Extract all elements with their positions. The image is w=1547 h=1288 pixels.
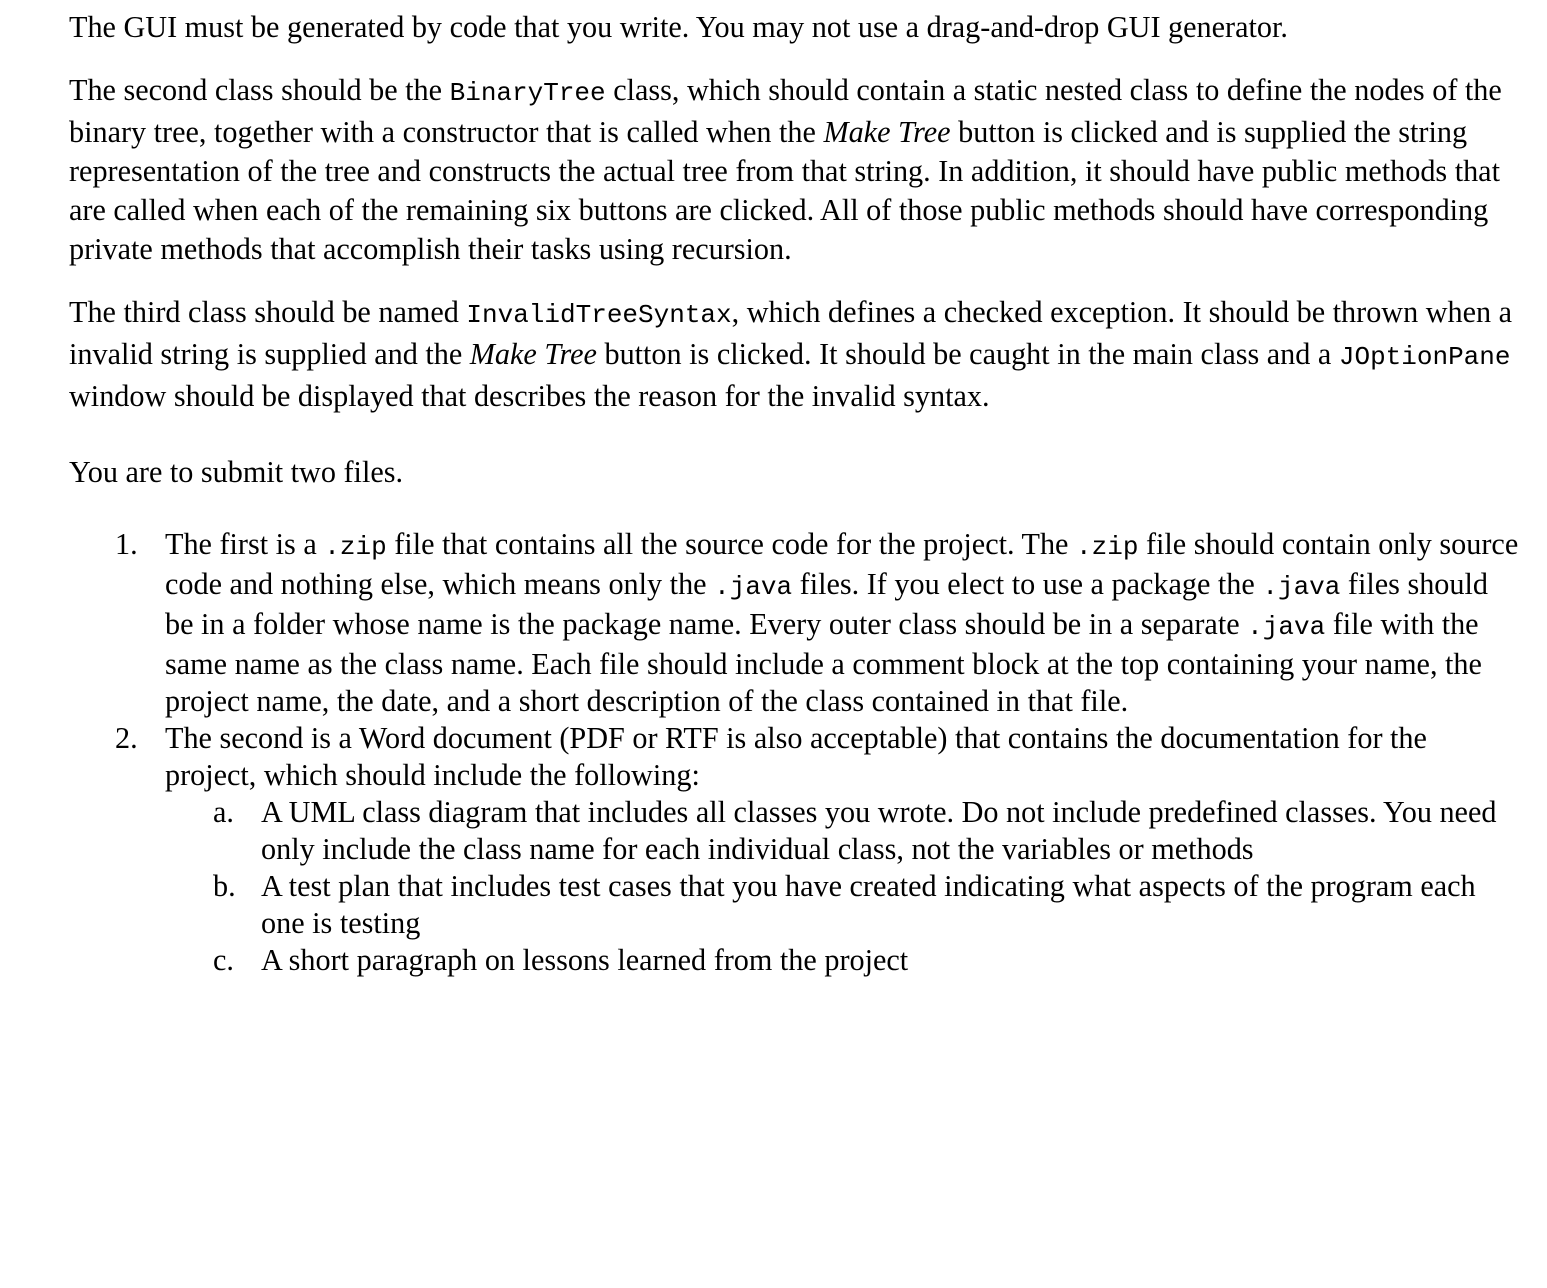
submission-list [69, 526, 1519, 979]
sublist-item-text: A UML class diagram that includes all classes you wrote. Do not include predefined classes. You need only include the class name for each individual class, not the variables or methods [261, 795, 1497, 866]
sublist-item-test-plan [165, 868, 1519, 942]
list-item-text: The second is a Word document (PDF or RTF is also acceptable) that contains the documentation for the project, which should include the following: [165, 721, 1427, 792]
paragraph-text: button is clicked and is supplied the string representation of the tree and constructs the actual tree from that string. In addition, it should have public methods that are called when each of the remaining six buttons are clicked. All of those public methods should have corresponding private methods that accomplish their tasks using recursion. [69, 115, 1500, 266]
paragraph-text: You are to submit two files. [69, 455, 404, 489]
inline-code-joptionpane: JOptionPane [1338, 342, 1511, 372]
paragraph-invalidtreesyntax-class [69, 293, 1519, 416]
inline-code-java: .java [1247, 612, 1326, 642]
paragraph-text: window should be displayed that describes the reason for the invalid syntax. [69, 379, 990, 413]
sublist-item-uml [165, 794, 1519, 868]
inline-code-java: .java [714, 572, 793, 602]
list-item-text: files should be in a folder whose name is the package name. Every outer class should be in a separate [165, 567, 1488, 641]
paragraph-text: button is clicked. It should be caught in the main class and a [596, 337, 1339, 371]
list-marker: 2. [115, 721, 138, 755]
sublist-marker: c. [213, 943, 234, 977]
list-item-documentation [69, 720, 1519, 979]
emphasis-make-tree: Make Tree [469, 337, 597, 371]
document-page [69, 8, 1519, 979]
documentation-sublist [165, 794, 1519, 979]
sublist-marker: b. [213, 869, 236, 903]
list-item-text: file should contain only source code and nothing else, which means only the [165, 527, 1519, 601]
paragraph-gui-requirement [69, 8, 1519, 47]
emphasis-make-tree: Make Tree [823, 115, 951, 149]
paragraph-binarytree-class [69, 71, 1519, 269]
list-item-text: The first is a [165, 527, 325, 561]
list-item-text: file with the same name as the class name. Each file should include a comment block at the top containing your name, the project name, the date, and a short description of the class contained in that file. [165, 607, 1482, 718]
list-marker: 1. [115, 527, 138, 561]
inline-code-zip: .zip [1076, 532, 1139, 562]
inline-code-zip: .zip [324, 532, 387, 562]
sublist-item-lessons [165, 942, 1519, 979]
inline-code-binarytree: BinaryTree [449, 78, 606, 108]
list-item-text: files. If you elect to use a package the [792, 567, 1263, 601]
list-item-source-zip [69, 526, 1519, 720]
paragraph-submit-files [69, 453, 1519, 492]
sublist-item-text: A test plan that includes test cases that you have created indicating what aspects of the program each one is testing [261, 869, 1476, 940]
sublist-item-text: A short paragraph on lessons learned from the project [261, 943, 909, 977]
paragraph-text: The GUI must be generated by code that you write. You may not use a drag-and-drop GUI generator. [69, 10, 1288, 44]
sublist-marker: a. [213, 795, 234, 829]
paragraph-text: class, which should contain a static nested class to define the nodes of the binary tree, together with a constructor that is called when the [69, 73, 1502, 149]
inline-code-java: .java [1262, 572, 1341, 602]
list-item-text: file that contains all the source code for the project. The [386, 527, 1077, 561]
paragraph-text: , which defines a checked exception. It should be thrown when a invalid string is supplied and the [69, 295, 1513, 371]
paragraph-text: The second class should be the [69, 73, 450, 107]
paragraph-text: The third class should be named [69, 295, 467, 329]
inline-code-invalidtreesyntax: InvalidTreeSyntax [466, 300, 732, 330]
